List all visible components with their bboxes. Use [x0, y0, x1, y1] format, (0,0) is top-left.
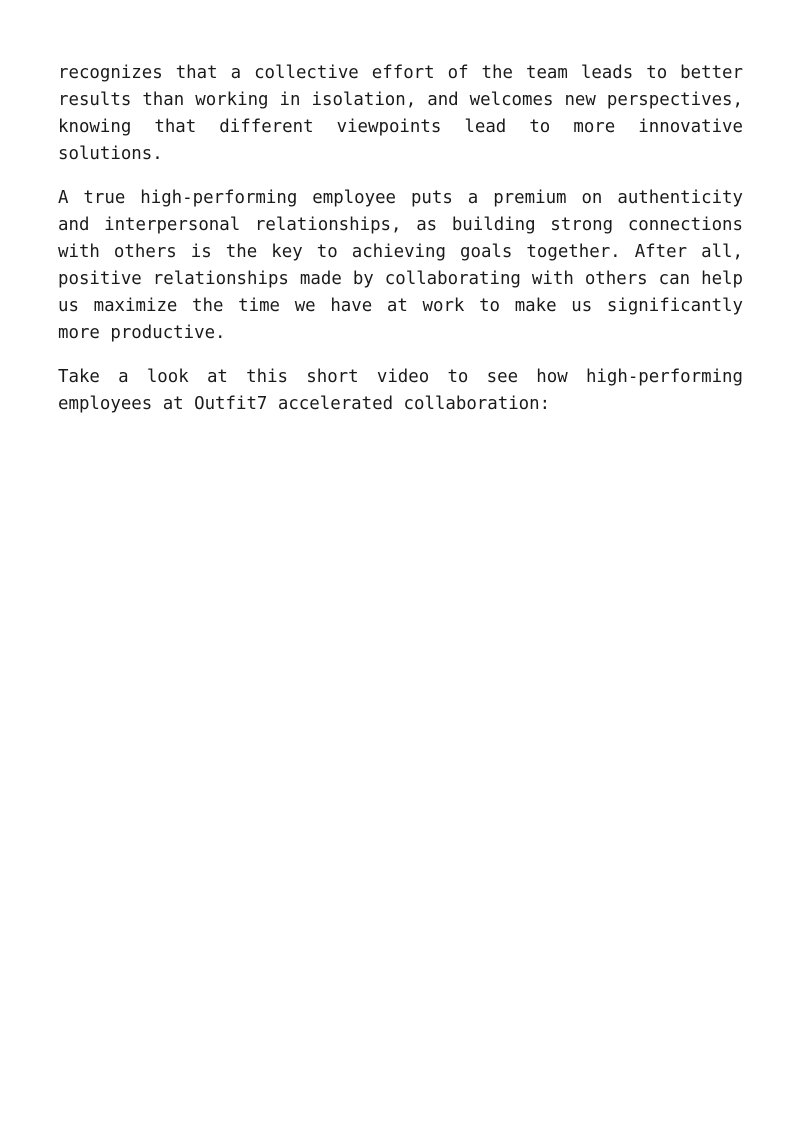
document-page	[58, 60, 743, 435]
paragraph-continuation: recognizes that a collective effort of the team leads to better results than working in isolation, and welcomes new perspectives, knowing that different viewpoints lead to more innovative solutions.	[58, 63, 743, 164]
paragraph-video-intro: Take a look at this short video to see how high-performing employees at Outfit7 accelerated collaboration:	[58, 367, 743, 414]
paragraph-relationships: A true high-performing employee puts a premium on authenticity and interpersonal relationships, as building strong connections with others is the key to achieving goals together. After all, positive relationships made by collaborating with others can help us maximize the time we have at work to make us significantly more productive.	[58, 188, 743, 343]
